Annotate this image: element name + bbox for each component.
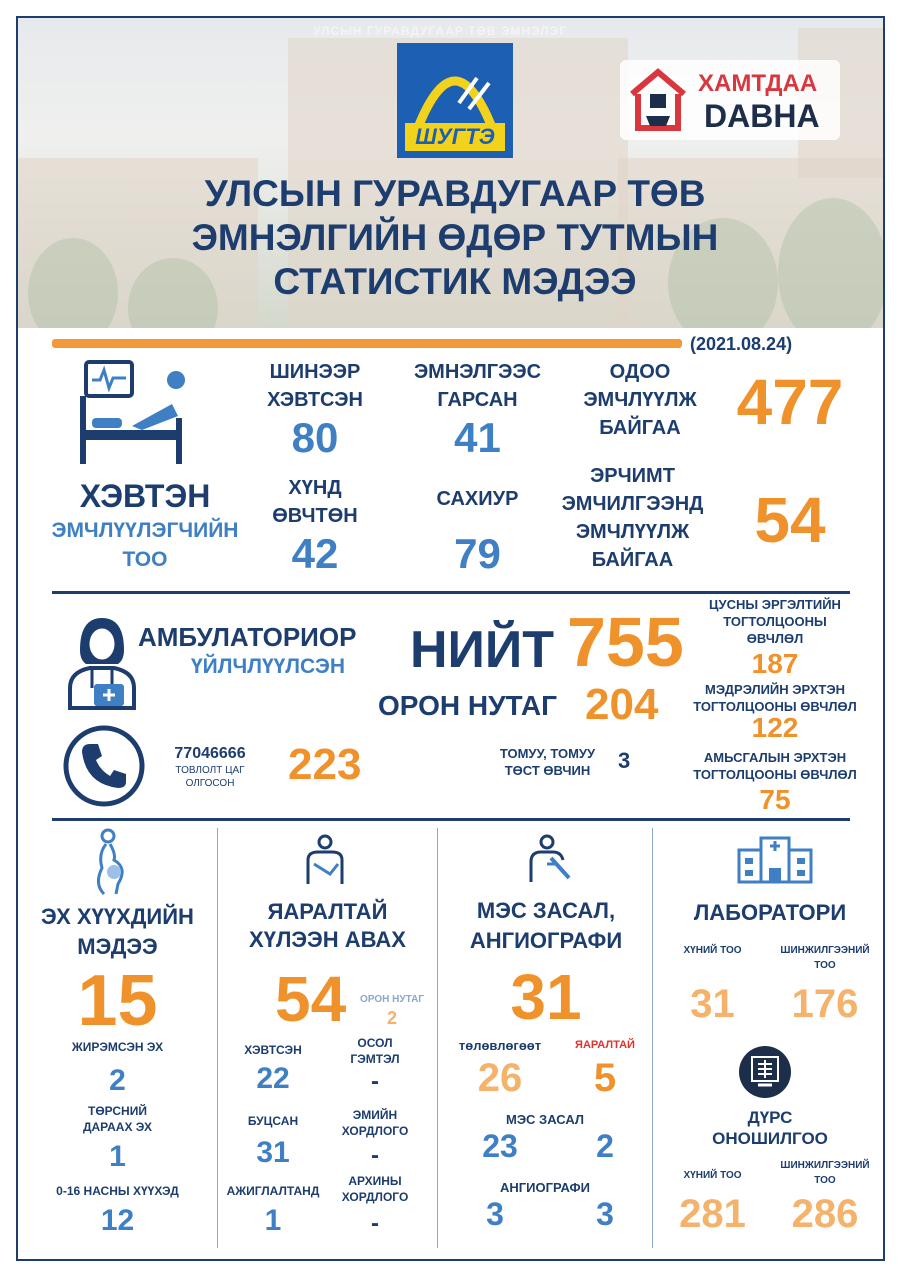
planned-label: төлөвлөгөөт <box>458 1038 542 1053</box>
inpatient-subtitle-1: ЭМЧЛҮҮЛЭГЧИЙН <box>51 519 239 542</box>
surgery-planned-value: 23 <box>482 1128 518 1164</box>
rural-value: 204 <box>585 680 659 729</box>
alcohol-value: - <box>371 1210 379 1237</box>
column-divider-2 <box>437 828 438 1248</box>
imaging-tests-label-1: ШИНЖИЛГЭЭНИЙ <box>780 1160 870 1171</box>
angio-urgent-value: 3 <box>596 1196 614 1232</box>
surgery-title-2: АНГИОГРАФИ <box>469 928 623 953</box>
imaging-people-value: 281 <box>679 1192 746 1236</box>
injured-person-icon <box>300 834 350 886</box>
observation-label: АЖИГЛАЛТАНД <box>226 1184 320 1198</box>
postpartum-label-1: ТӨРСНИЙ <box>88 1104 147 1118</box>
phone-label-1: ТОВЛОЛТ ЦАГ <box>175 765 245 776</box>
icu-label-1: ЭРЧИМТ <box>590 465 675 487</box>
surgery-total: 31 <box>510 961 582 1033</box>
lab-tests-label-2: ТОО <box>814 960 836 971</box>
current-label-3: БАЙГАА <box>599 417 681 439</box>
icu-label-2: ЭМЧИЛГЭЭНД <box>561 493 704 515</box>
page-title-line1: УЛСЫН ГУРАВДУГААР ТӨВ <box>204 173 706 214</box>
outpatient-subtitle: ҮЙЛЧЛҮҮЛСЭН <box>190 655 346 678</box>
imaging-title-2: ОНОШИЛГОО <box>712 1129 828 1148</box>
diabetes-label: САХИУР <box>436 488 519 510</box>
cardio-label-2: ТОГТОЛЦООНЫ <box>723 614 827 629</box>
maternal-title-2: МЭДЭЭ <box>77 934 158 959</box>
report-date: (2021.08.24) <box>690 334 793 354</box>
returned-label: БУЦСАН <box>247 1114 299 1128</box>
neuro-label-1: МЭДРЭЛИЙН ЭРХТЭН <box>705 682 845 697</box>
postpartum-value: 1 <box>109 1140 126 1173</box>
lab-people-label: ХҮНИЙ ТОО <box>683 945 742 956</box>
surgery-urgent-value: 2 <box>596 1128 614 1164</box>
pregnant-label: ЖИРЭМСЭН ЭХ <box>71 1040 164 1054</box>
injury-value: - <box>371 1068 379 1095</box>
poison-label-1: ЭМИЙН <box>352 1108 398 1122</box>
page-title-line2: ЭМНЭЛГИЙН ӨДӨР ТУТМЫН <box>191 217 719 258</box>
emergency-title-1: ЯАРАЛТАЙ <box>267 899 388 924</box>
discharged-value: 41 <box>454 414 501 461</box>
new-admit-label-1: ШИНЭЭР <box>269 361 361 383</box>
maternal-title-1: ЭХ ХҮҮХДИЙН <box>41 904 194 929</box>
urgent-value: 5 <box>593 1056 617 1100</box>
lab-people-value: 31 <box>690 982 735 1026</box>
imaging-tests-label-2: ТОО <box>814 1175 836 1186</box>
alcohol-label-1: АРХИНЫ <box>348 1174 402 1188</box>
urgent-label: ЯАРАЛТАЙ <box>575 1039 635 1051</box>
observation-value: 1 <box>264 1204 282 1237</box>
severe-label-2: ӨВЧТӨН <box>272 505 358 527</box>
icu-value: 54 <box>754 484 826 556</box>
column-divider-3 <box>652 828 653 1248</box>
emergency-title-2: ХҮЛЭЭН АВАХ <box>249 927 406 952</box>
poison-label-2: ХОРДЛОГО <box>341 1124 409 1138</box>
neuro-label-2: ТОГТОЛЦООНЫ ӨВЧЛӨЛ <box>693 699 857 714</box>
poison-value: - <box>371 1142 379 1169</box>
hospital-building-icon <box>735 830 815 884</box>
hospital-bed-icon <box>72 358 192 468</box>
postpartum-label-2: ДАРААХ ЭХ <box>82 1120 153 1134</box>
maternal-total: 15 <box>77 961 158 1041</box>
divider-1 <box>52 591 850 594</box>
phone-number: 77046666 <box>174 745 246 762</box>
icu-label-4: БАЙГАА <box>591 549 674 571</box>
emergency-rural-value: 2 <box>386 1008 397 1028</box>
building-sign: УЛСЫН ГУРАВДУГААР ТӨВ ЭМНЭЛЭГ <box>313 24 567 38</box>
lab-tests-value: 176 <box>791 982 859 1026</box>
campaign-top: ХАМТДАА <box>698 70 818 97</box>
imaging-tests-value: 286 <box>791 1192 859 1236</box>
new-admit-value: 80 <box>291 414 339 461</box>
phone-value: 223 <box>288 740 362 789</box>
xray-icon <box>738 1045 792 1099</box>
campaign-bottom: DAВНА <box>704 98 820 134</box>
orange-bar <box>52 339 682 348</box>
divider-2 <box>52 818 850 821</box>
resp-label-1: АМЬСГАЛЫН ЭРХТЭН <box>703 750 847 765</box>
pregnant-value: 2 <box>109 1064 126 1097</box>
returned-value: 31 <box>256 1136 290 1169</box>
surgery-title-1: МЭС ЗАСАЛ, <box>476 898 616 923</box>
planned-value: 26 <box>477 1056 523 1100</box>
rural-label: ОРОН НУТАГ <box>378 690 557 721</box>
flu-label-1: ТОМУУ, ТОМУУ <box>499 746 596 761</box>
current-value: 477 <box>736 366 844 438</box>
icu-label-3: ЭМЧЛҮҮЛЖ <box>575 521 690 543</box>
cardio-value: 187 <box>751 648 799 679</box>
lab-title: ЛАБОРАТОРИ <box>693 900 847 925</box>
emergency-rural-label: ОРОН НУТАГ <box>360 994 424 1005</box>
emergency-total: 54 <box>275 963 347 1035</box>
children-label: 0-16 НАСНЫ ХҮҮХЭД <box>56 1184 179 1198</box>
lab-tests-label-1: ШИНЖИЛГЭЭНИЙ <box>780 945 870 956</box>
injury-label-2: ГЭМТЭЛ <box>350 1052 400 1066</box>
campaign-logo <box>620 60 840 140</box>
inpatient-subtitle-2: ТОО <box>122 548 168 571</box>
discharged-label-2: ГАРСАН <box>437 389 518 411</box>
injury-label-1: ОСОЛ <box>357 1036 393 1050</box>
pregnant-woman-icon <box>88 828 132 896</box>
total-label: НИЙТ <box>410 621 555 679</box>
phone-label-2: ОЛГОСОН <box>185 778 235 789</box>
hospital-logo <box>397 43 513 158</box>
flu-label-2: ТӨСТ ӨВЧИН <box>504 763 591 778</box>
severe-value: 42 <box>291 530 339 577</box>
admitted-value: 22 <box>256 1062 290 1095</box>
logo-text: ШУГТЭ <box>405 123 505 151</box>
total-value: 755 <box>567 603 684 681</box>
surgery-sub-label: МЭС ЗАСАЛ <box>505 1112 585 1127</box>
cardio-label-3: ӨВЧЛӨЛ <box>746 631 804 646</box>
phone-icon <box>62 724 146 808</box>
house-icon <box>626 64 690 136</box>
discharged-label-1: ЭМНЭЛГЭЭС <box>413 361 542 383</box>
current-label-1: ОДОО <box>609 361 671 383</box>
new-admit-label-2: ХЭВТСЭН <box>267 389 363 411</box>
alcohol-label-2: ХОРДЛОГО <box>341 1190 409 1204</box>
children-value: 12 <box>100 1204 135 1237</box>
imaging-title-1: ДҮРС <box>747 1108 793 1127</box>
neuro-value: 122 <box>751 712 799 743</box>
diabetes-value: 79 <box>454 530 501 577</box>
flu-value: 3 <box>618 748 631 773</box>
imaging-people-label: ХҮНИЙ ТОО <box>683 1170 742 1181</box>
surgeon-icon <box>525 834 573 884</box>
column-divider-1 <box>217 828 218 1248</box>
resp-label-2: ТОГТОЛЦООНЫ ӨВЧЛӨЛ <box>693 767 857 782</box>
cardio-label-1: ЦУСНЫ ЭРГЭЛТИЙН <box>709 597 841 612</box>
resp-value: 75 <box>759 784 791 815</box>
current-label-2: ЭМЧЛҮҮЛЖ <box>583 389 697 411</box>
angio-planned-value: 3 <box>486 1196 504 1232</box>
inpatient-title: ХЭВТЭН <box>79 478 211 514</box>
severe-label-1: ХҮНД <box>288 477 342 499</box>
doctor-icon <box>62 612 142 712</box>
outpatient-title: АМБУЛАТОРИОР <box>138 622 357 652</box>
page-title-line3: СТАТИСТИК МЭДЭЭ <box>273 261 637 302</box>
admitted-label: ХЭВТСЭН <box>244 1043 302 1057</box>
angio-label: АНГИОГРАФИ <box>499 1180 590 1195</box>
